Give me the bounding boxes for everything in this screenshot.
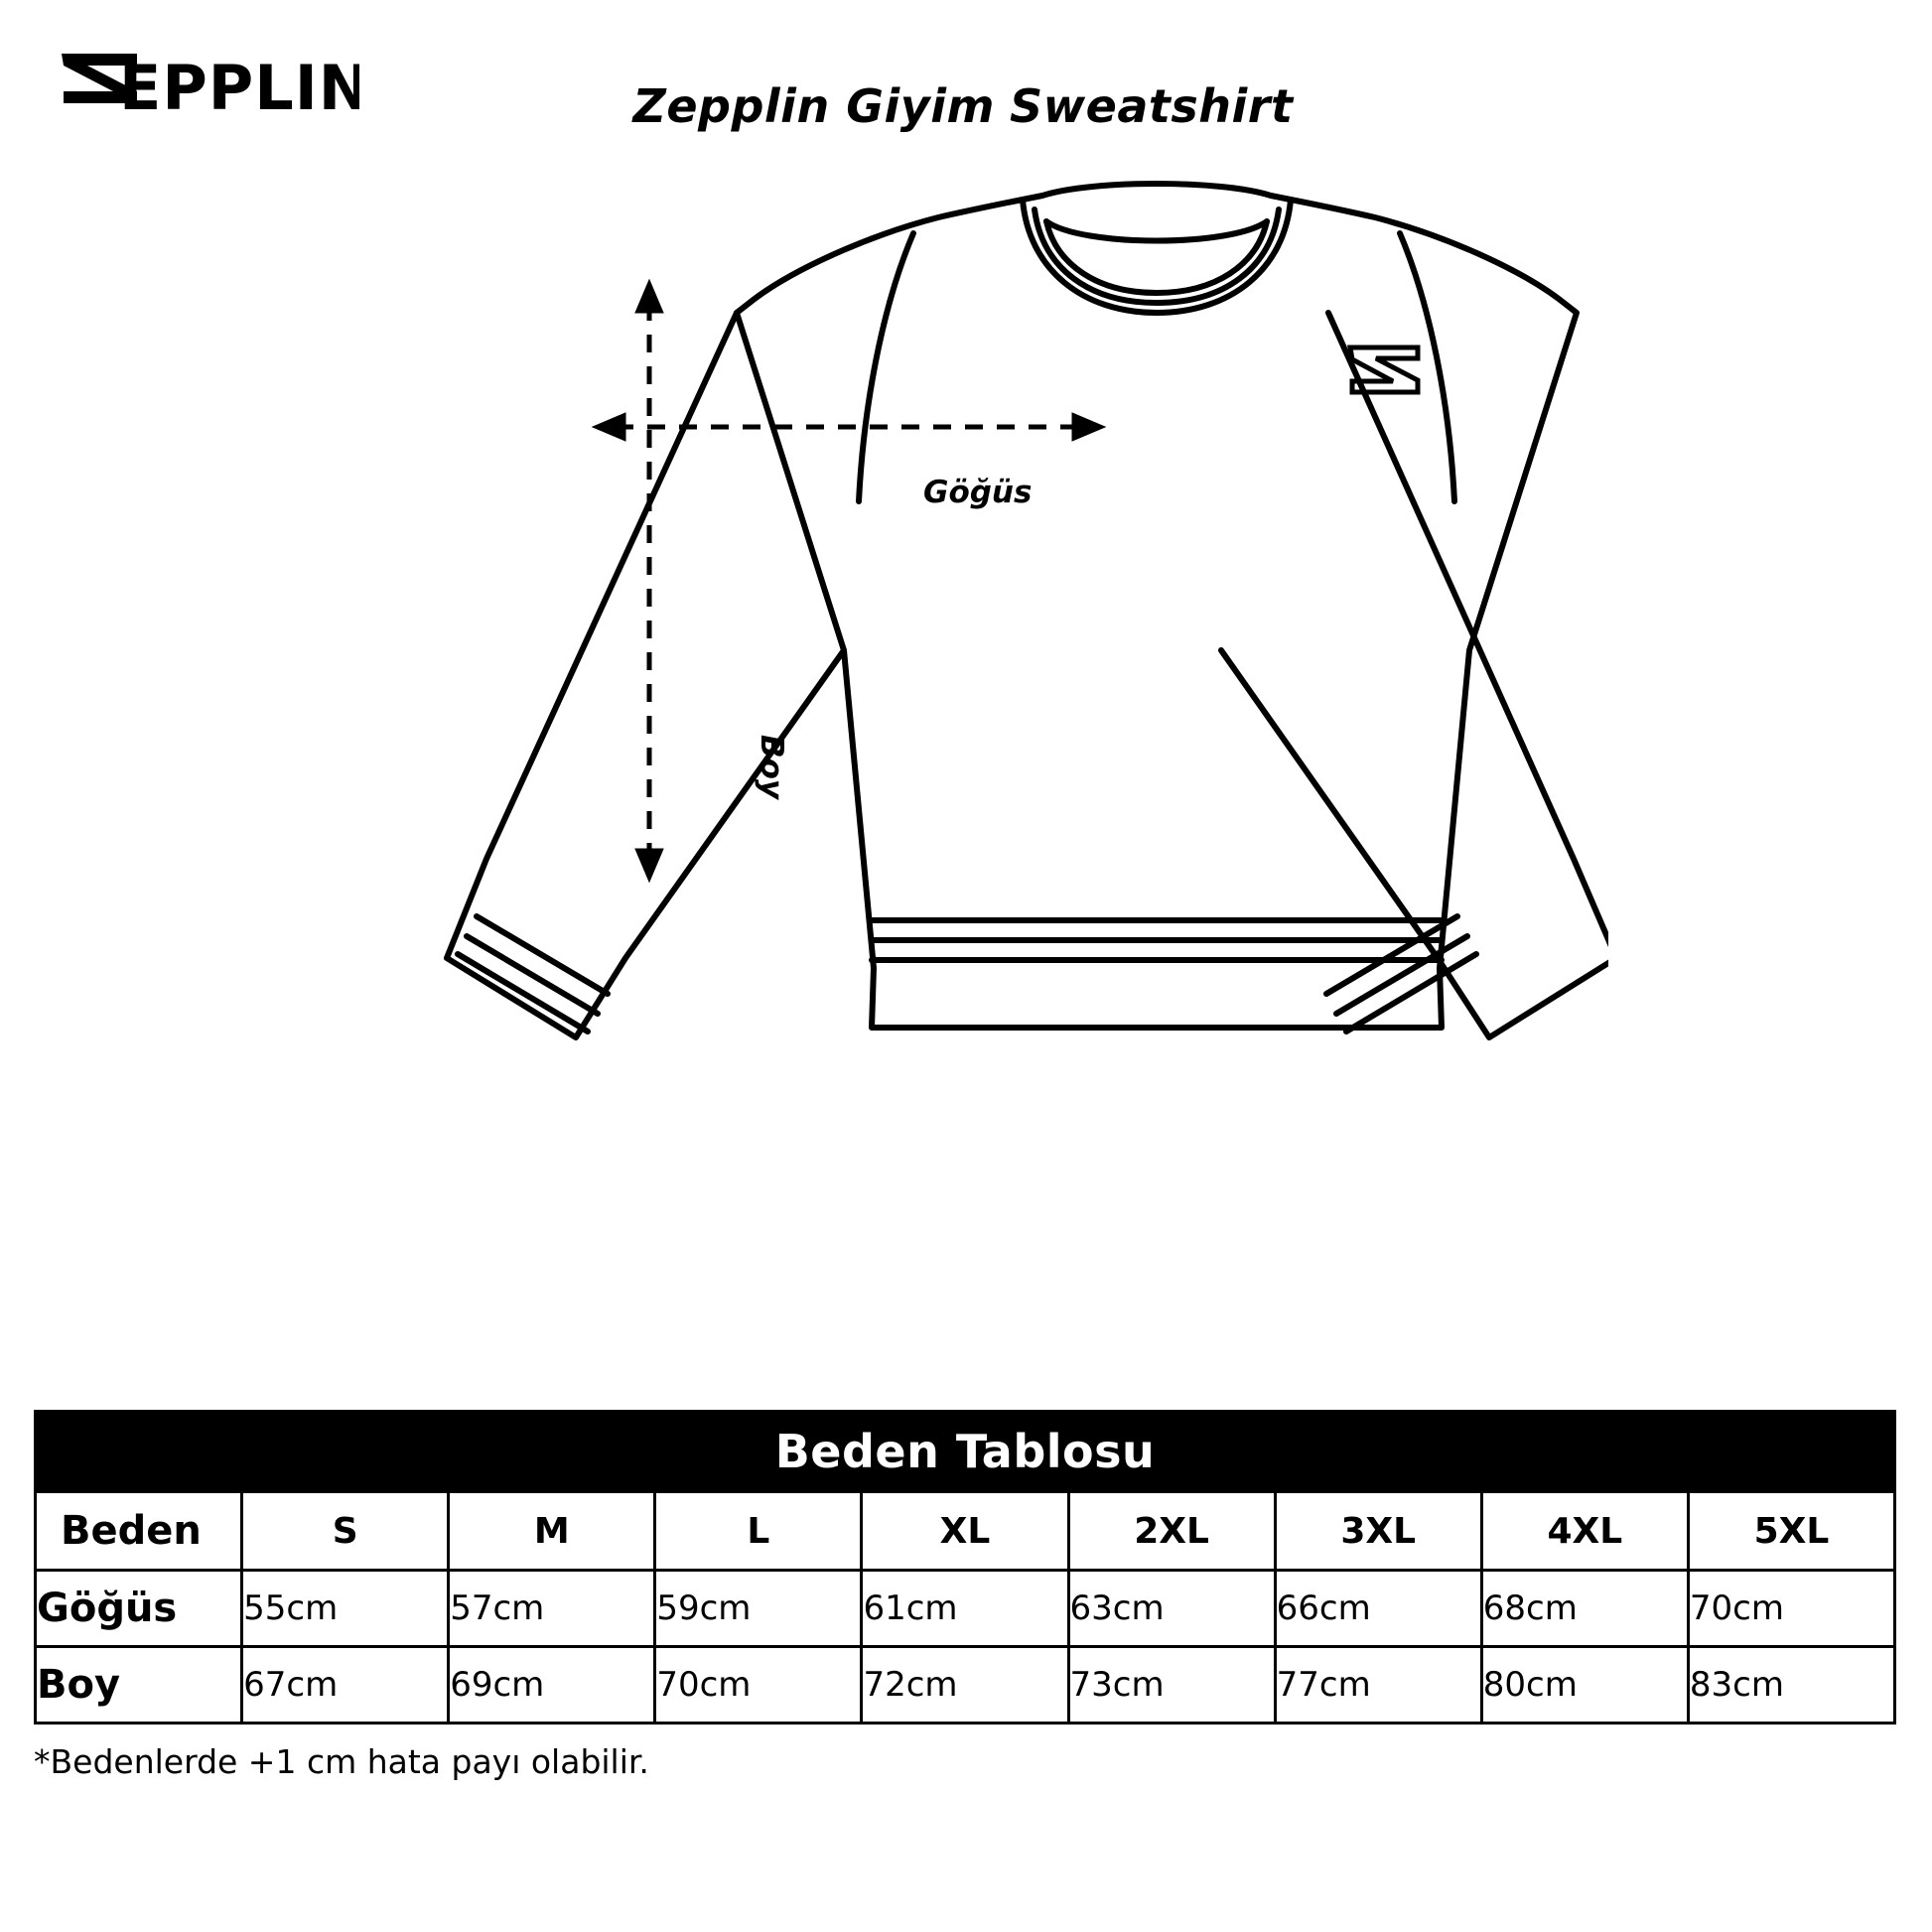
zepplin-logo (52, 48, 359, 133)
cell-boy-2xl: 73cm (1068, 1647, 1275, 1724)
table-header-row (36, 1492, 1895, 1571)
cell-boy-m: 69cm (449, 1647, 655, 1724)
table-title-row (36, 1412, 1895, 1492)
cell-boy-xl: 72cm (862, 1647, 1068, 1724)
header-cell-4xl: 4XL (1481, 1492, 1688, 1571)
cell-boy-3xl: 77cm (1275, 1647, 1481, 1724)
svg-text:EPPLIN: EPPLIN (119, 52, 359, 124)
cell-gogus-m: 57cm (449, 1571, 655, 1647)
size-table (34, 1410, 1896, 1725)
table-row (36, 1571, 1895, 1647)
chest-measure-label: Göğüs (923, 475, 1033, 510)
cell-gogus-3xl: 66cm (1275, 1571, 1481, 1647)
cell-gogus-l: 59cm (655, 1571, 862, 1647)
chest-measure-arrow (598, 416, 1100, 438)
size-table-wrapper (34, 1410, 1896, 1725)
cell-boy-s: 67cm (242, 1647, 449, 1724)
header-cell-5xl: 5XL (1688, 1492, 1894, 1571)
cell-gogus-4xl: 68cm (1481, 1571, 1688, 1647)
cell-gogus-xl: 61cm (862, 1571, 1068, 1647)
header-cell-beden: Beden (36, 1492, 242, 1571)
header-cell-m: M (449, 1492, 655, 1571)
table-title: Beden Tablosu (36, 1412, 1895, 1492)
table-row (36, 1647, 1895, 1724)
cell-gogus-2xl: 63cm (1068, 1571, 1275, 1647)
footnote: *Bedenlerde +1 cm hata payı olabilir. (34, 1742, 649, 1781)
header-cell-3xl: 3XL (1275, 1492, 1481, 1571)
page-title-light: Zepplin Giyim (632, 79, 995, 133)
row-label-boy: Boy (36, 1647, 242, 1724)
length-measure-arrow (638, 285, 660, 877)
sweatshirt-illustration (328, 174, 1608, 1087)
header-cell-xl: XL (862, 1492, 1068, 1571)
cell-boy-4xl: 80cm (1481, 1647, 1688, 1724)
cell-boy-l: 70cm (655, 1647, 862, 1724)
header-cell-2xl: 2XL (1068, 1492, 1275, 1571)
header-cell-l: L (655, 1492, 862, 1571)
header-cell-s: S (242, 1492, 449, 1571)
page-title (556, 79, 1370, 133)
cell-gogus-5xl: 70cm (1688, 1571, 1894, 1647)
page-title-bold: Sweatshirt (1010, 79, 1294, 133)
row-label-gogus: Göğüs (36, 1571, 242, 1647)
length-measure-label: Boy (754, 735, 789, 800)
cell-boy-5xl: 83cm (1688, 1647, 1894, 1724)
cell-gogus-s: 55cm (242, 1571, 449, 1647)
